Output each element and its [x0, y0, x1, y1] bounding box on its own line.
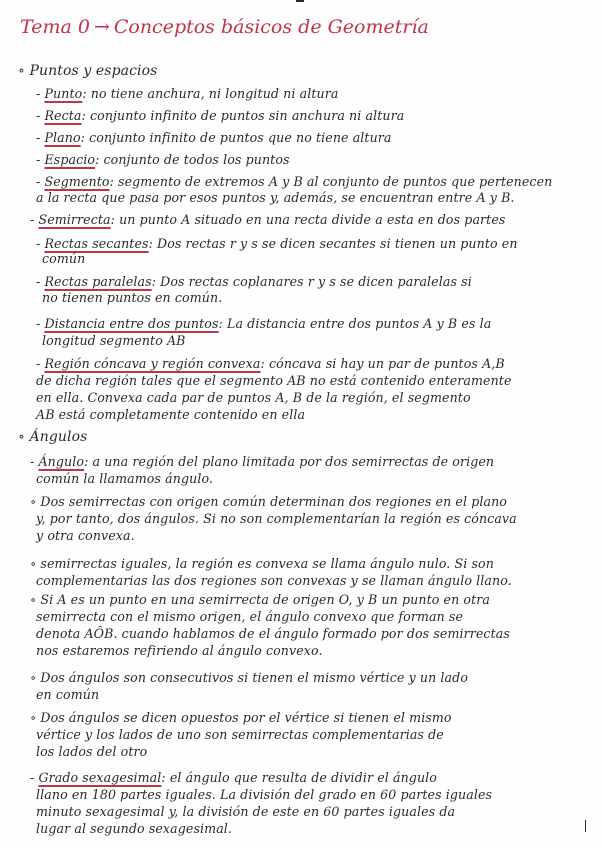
angle-note-5-line-1: ∘ Dos ángulos se dicen opuestos por el vértice si tienen el mismo — [30, 710, 452, 725]
def-plano: - Plano: conjunto infinito de puntos que no tiene altura — [36, 130, 392, 145]
def-rectas-paralelas-cont: no tienen puntos en común. — [42, 290, 223, 305]
def-grado-line-3: minuto sexagesimal y, la división de este en 60 partes iguales da — [36, 804, 456, 819]
bullet-icon: ∘ — [18, 429, 30, 445]
section-heading-angulos: ∘ Ángulos — [18, 429, 88, 445]
def-angulo-cont: común la llamamos ángulo. — [36, 471, 214, 486]
bullet-icon: ∘ — [30, 494, 41, 509]
def-semirrecta: - Semirrecta: un punto A situado en una recta divide a esta en dos partes — [30, 212, 506, 227]
angle-note-1-line-3: y otra convexa. — [36, 528, 135, 543]
bullet-icon: ∘ — [30, 670, 41, 685]
def-region: - Región cóncava y región convexa: cóncava si hay un par de puntos A,B — [36, 356, 505, 371]
margin-mark — [585, 820, 586, 832]
arrow-icon: → — [93, 16, 110, 38]
bullet-icon: ∘ — [18, 63, 30, 79]
def-segmento: - Segmento: segmento de extremos A y B al conjunto de puntos que pertenecen — [36, 174, 553, 189]
page-title — [20, 16, 429, 38]
angle-note-5-line-2: vértice y los lados de uno son semirrectas complementarias de — [36, 727, 444, 742]
section-heading-puntos: ∘ Puntos y espacios — [18, 63, 158, 79]
bullet-icon: ∘ — [30, 710, 41, 725]
def-grado-line-2: llano en 180 partes iguales. La división del grado en 60 partes iguales — [36, 787, 493, 802]
angle-note-2-line-2: complementarias las dos regiones son convexas y se llaman ángulo llano. — [36, 573, 512, 588]
title-prefix: Tema 0 — [20, 16, 90, 38]
def-rectas-secantes: - Rectas secantes: Dos rectas r y s se dicen secantes si tienen un punto en — [36, 236, 518, 251]
angle-note-1-line-2: y, por tanto, dos ángulos. Si no son complementarían la región es cóncava — [36, 511, 517, 526]
def-recta: - Recta: conjunto infinito de puntos sin anchura ni altura — [36, 108, 405, 123]
angle-note-3-line-4: nos estaremos refiriendo al ángulo convexo. — [36, 643, 323, 658]
def-angulo: - Ángulo: a una región del plano limitada por dos semirrectas de origen — [30, 454, 495, 469]
def-grado-sexagesimal: - Grado sexagesimal: el ángulo que resulta de dividir el ángulo — [30, 770, 437, 785]
angle-note-3-line-1: ∘ Si A es un punto en una semirrecta de origen O, y B un punto en otra — [30, 592, 490, 607]
def-distancia-cont: longitud segmento AB — [42, 333, 186, 348]
angle-note-2-line-1: ∘ semirrectas iguales, la región es convexa se llama ángulo nulo. Si son — [30, 556, 494, 571]
def-espacio: - Espacio: conjunto de todos los puntos — [36, 152, 290, 167]
title-text: Conceptos básicos de Geometría — [113, 16, 429, 38]
bullet-icon: ∘ — [30, 592, 41, 607]
angle-note-3-line-2: semirrecta con el mismo origen, el ángulo convexo que forman se — [36, 609, 464, 624]
def-rectas-secantes-cont: común — [42, 251, 86, 266]
angle-note-1-line-1: ∘ Dos semirrectas con origen común determinan dos regiones en el plano — [30, 494, 507, 509]
def-segmento-cont: a la recta que pasa por esos puntos y, además, se encuentran entre A y B. — [36, 190, 515, 205]
def-grado-line-4: lugar al segundo sexagesimal. — [36, 821, 233, 836]
def-region-cont3: AB está completamente contenido en ella — [36, 407, 306, 422]
def-rectas-paralelas: - Rectas paralelas: Dos rectas coplanares r y s se dicen paralelas si — [36, 274, 472, 289]
def-distancia: - Distancia entre dos puntos: La distancia entre dos puntos A y B es la — [36, 316, 492, 331]
bullet-icon: ∘ — [30, 556, 41, 571]
angle-note-4-line-1: ∘ Dos ángulos son consecutivos si tienen el mismo vértice y un lado — [30, 670, 469, 685]
def-region-cont2: en ella. Convexa cada par de puntos A, B de la región, el segmento — [36, 390, 471, 405]
def-punto: - Punto: no tiene anchura, ni longitud ni altura — [36, 86, 339, 101]
angle-note-4-line-2: en común — [36, 687, 100, 702]
angle-note-5-line-3: los lados del otro — [36, 744, 148, 759]
angle-note-3-line-3: denota AÔB. cuando hablamos de el ángulo formado por dos semirrectas — [36, 626, 510, 641]
def-region-cont1: de dicha región tales que el segmento AB no está contenido enteramente — [36, 373, 512, 388]
page-edge-mark — [296, 0, 304, 2]
